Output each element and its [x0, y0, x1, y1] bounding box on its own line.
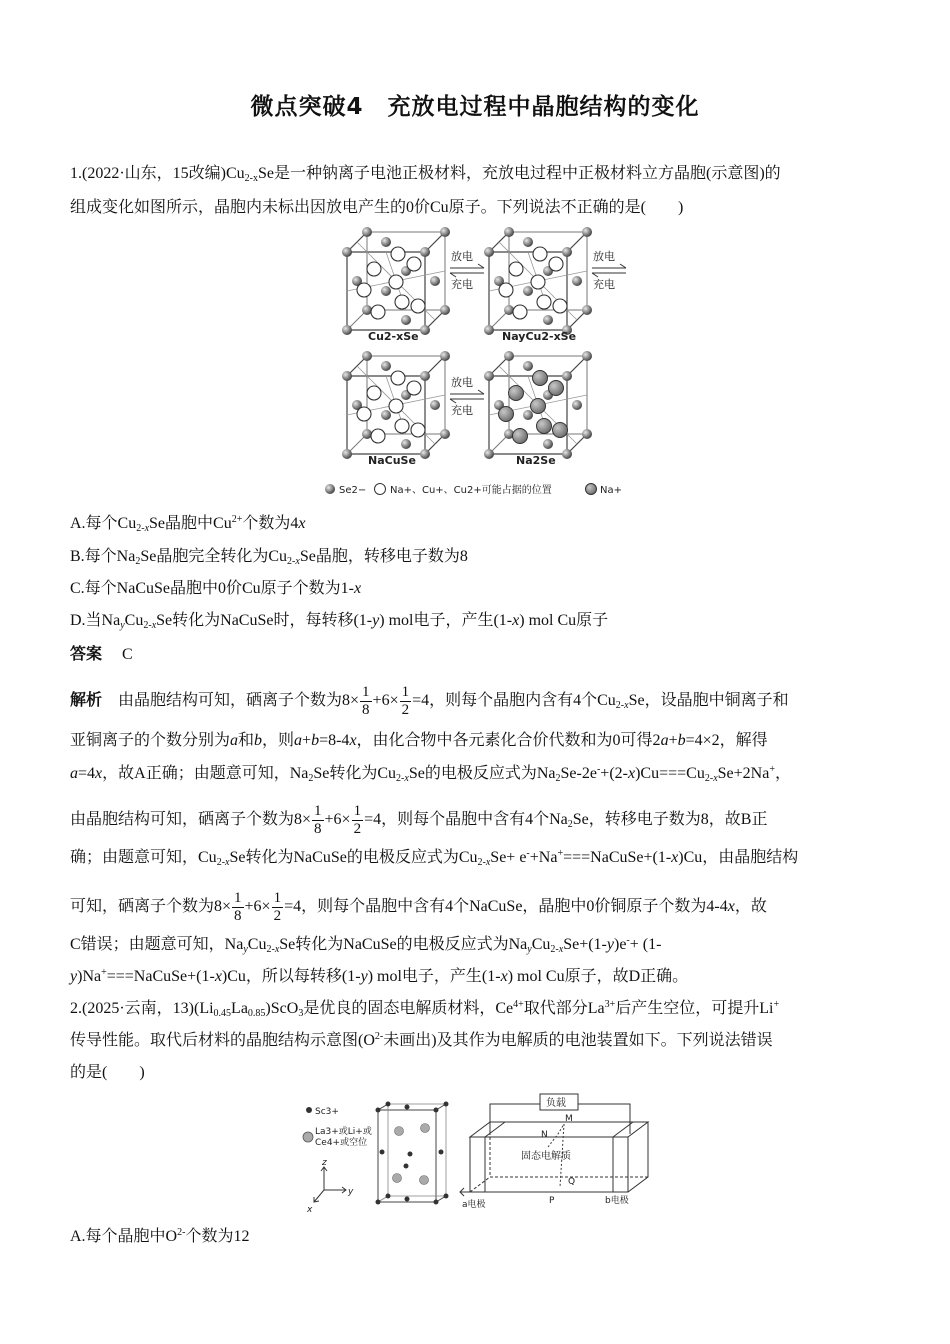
- legend-se-label: Se2−: [339, 485, 367, 496]
- q1-stem-line-1: 1.(2022·山东，15改编)$Cu_{2-x}Se$是一种钠离子电池正极材料，充放电过程中正极材料立方晶胞(示意图)的: [70, 165, 781, 184]
- cap-nacuse: NaCuSe: [368, 454, 416, 467]
- q1-option-b: B.每个$Na_2Se$晶胞完全转化为$Cu_{2-x}Se$晶胞，转移电子数为8: [70, 548, 468, 567]
- page-title: 微点突破4 充放电过程中晶胞结构的变化: [250, 94, 700, 120]
- cell-na2se: [484, 351, 592, 459]
- legend: [325, 483, 622, 496]
- unit-cell: [376, 1102, 449, 1205]
- q2-option-a: A.每个晶胞中$O^{2-}$个数为12: [70, 1227, 250, 1245]
- arrow-2-charge-label: 充电: [593, 278, 615, 291]
- cap-nay: NayCu2-xSe: [502, 330, 577, 343]
- legend-pos-marker: [375, 484, 386, 495]
- q2-stem-line-2: 传导性能。取代后材料的晶胞结构示意图($O^{2-}$未画出)及其作为电解质的电池装置如下。下列说法错误: [70, 1031, 773, 1049]
- battery-device: [460, 1094, 648, 1196]
- point-m-label: M: [565, 1114, 573, 1124]
- legend-la-label-2: Ce4+或空位: [315, 1138, 368, 1148]
- analysis-line-6: 可知，硒离子个数为8× $\frac{1}{8}$ +6× $\frac{1}{2}$ =4，则每个晶胞中含有4个NaCuSe，晶胞中0价铜原子个数为4-4x，故: [70, 890, 767, 924]
- analysis-line-4: 由晶胞结构可知，硒离子个数为8× $\frac{1}{8}$ +6× $\frac{1}{2}$ =4，则每个晶胞中含有4个$Na_2Se$，转移电子数为8，故B正: [70, 803, 768, 837]
- arrow-1: [450, 264, 484, 277]
- q1-stem-line-2: 组成变化如图所示，晶胞内未标出因放电产生的0价Cu原子。下列说法不正确的是( ): [70, 199, 684, 216]
- legend-se-marker: [325, 484, 335, 494]
- electrolyte-label: 固态电解质: [521, 1151, 571, 1162]
- arrow-3-discharge-label: 放电: [451, 376, 473, 389]
- analysis-line-5: 确；由题意可知，$Cu_{2-x}Se$转化为NaCuSe的电极反应式为$Cu_{2-x}Se+$ e-+Na+===NaCuSe+(1-x)Cu，由晶胞结构: [70, 848, 799, 868]
- arrow-2-discharge-label: 放电: [593, 250, 615, 263]
- arrow-1-charge-label: 充电: [451, 278, 473, 291]
- point-q-label: Q: [568, 1177, 576, 1187]
- q2-stem-line-1: 2.(2025·云南，$13)(Li_{0.45}La_{0.85})ScO_3$是优良的固态电解质材料，$Ce^{4+}$取代部分$La^{3+}$后产生空位，可提升Li+: [70, 999, 780, 1019]
- cap-cu2xse: Cu2-xSe: [368, 330, 419, 343]
- legend-na-marker: [586, 484, 597, 495]
- load-label: 负载: [546, 1098, 566, 1109]
- axis-x-label: x: [307, 1205, 313, 1215]
- electrode-a-label: a电极: [462, 1200, 486, 1210]
- legend-la-marker: [303, 1132, 313, 1142]
- legend-sc-label: Sc3+: [315, 1107, 339, 1117]
- electrode-b-label: b电极: [605, 1196, 629, 1206]
- analysis-line-2: 亚铜离子的个数分别为a和b，则a+b=8-4x，由化合物中各元素化合价代数和为0可得2a+b=4×2，解得: [70, 732, 768, 749]
- analysis-line-8: y)Na+===NaCuSe+(1-x)Cu，所以每转移(1-y) mol电子，产生(1-x) mol Cu原子，故D正确。: [70, 967, 689, 985]
- arrow-3-charge-label: 充电: [451, 404, 473, 417]
- arrow-3: [450, 390, 484, 403]
- cap-na2se: Na2Se: [516, 454, 556, 467]
- cell-cu2xse: [342, 227, 450, 335]
- arrow-2: [592, 264, 626, 277]
- analysis-line-7: C错误；由题意可知，$Na_yCu_{2-x}Se$转化为NaCuSe的电极反应式为$Na_yCu_{2-x}Se+(1-y)e^-+ (1-$: [70, 935, 662, 955]
- q1-crystal-figure: [320, 222, 630, 504]
- q1-answer: 答案 C: [70, 644, 133, 663]
- q2-battery-figure: [300, 1092, 660, 1216]
- legend-sc-marker: [306, 1107, 312, 1113]
- q1-option-c: C.每个NaCuSe晶胞中0价Cu原子个数为1-x: [70, 580, 362, 597]
- q1-option-d: D.当$Na_yCu_{2-x}Se$转化为NaCuSe时，每转移(1-y) mol电子，产生(1-x) mol Cu原子: [70, 612, 609, 631]
- axes: [314, 1167, 346, 1202]
- axis-y-label: y: [348, 1187, 354, 1197]
- analysis-line-1: 解析 由晶胞结构可知，硒离子个数为8× $\frac{1}{8}$ +6× $\frac{1}{2}$ =4，则每个晶胞内含有4个$Cu_{2-x}Se$，设晶胞中铜离子和: [70, 684, 789, 718]
- legend-pos-label: Na+、Cu+、Cu2+可能占据的位置: [390, 485, 552, 496]
- legend-la-label-1: La3+或Li+或: [315, 1127, 372, 1137]
- cell-nay: [484, 227, 592, 335]
- legend-na-label: Na+: [600, 485, 622, 496]
- cell-nacuse: [342, 351, 450, 459]
- q2-stem-line-3: 的是( ): [70, 1064, 145, 1081]
- axis-z-label: z: [322, 1158, 327, 1168]
- point-p-label: P: [549, 1196, 555, 1206]
- q1-option-a: A.每个$Cu_{2-x}Se$晶胞中$Cu^{2+}$个数为4x: [70, 514, 306, 534]
- analysis-line-3: a=4x，故A正确；由题意可知，$Na_2Se$转化为$Cu_{2-x}Se$的电极反应式为$Na_2Se-2e^-+(2-x)Cu===Cu_{2-x}Se+2Na^+$，: [70, 764, 791, 784]
- point-n-label: N: [541, 1130, 548, 1140]
- arrow-1-discharge-label: 放电: [451, 250, 473, 263]
